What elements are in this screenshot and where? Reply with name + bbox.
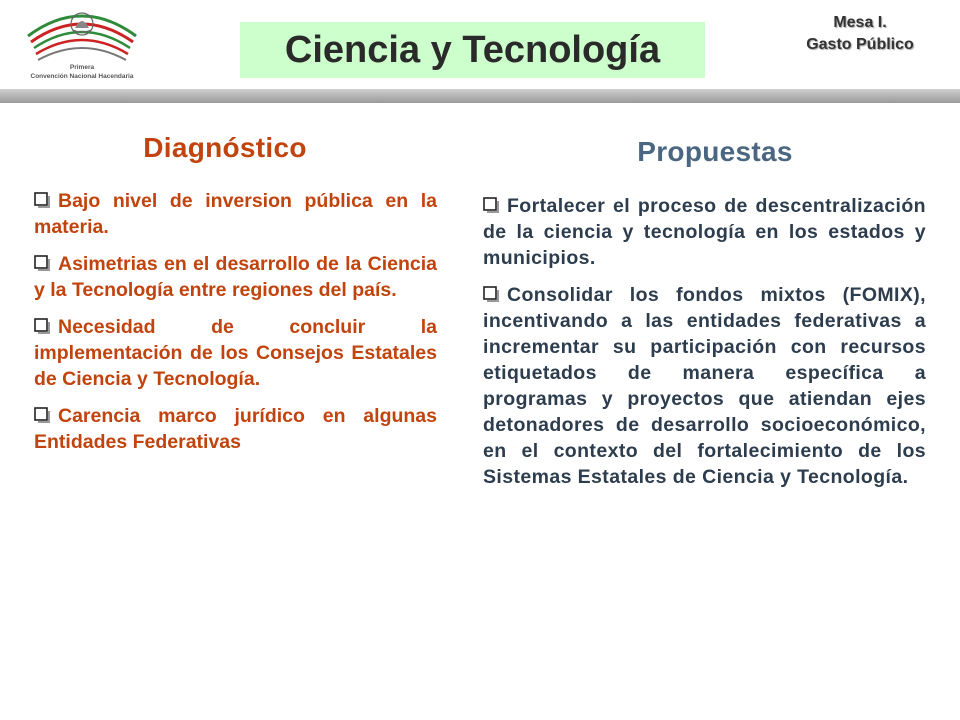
section-label xyxy=(760,12,960,56)
propuestas-item-text: Consolidar los fondos mixtos (FOMIX), incentivando a las entidades federativas a incrementar su participación con recursos etiquetados de manera específica a programas y proyectos que atiendan ejes detonadores de desarrollo socioeconómico, en el contexto del fortalecimiento de los Sistemas Estatales de Ciencia y Tecnología. xyxy=(483,284,926,488)
mesa-topic: Gasto Público xyxy=(806,36,914,53)
eagle-emblem-icon xyxy=(22,6,142,64)
diagnostico-heading: Diagnóstico xyxy=(143,132,307,163)
diagnostico-item-text: Bajo nivel de inversion pública en la materia. xyxy=(34,190,437,238)
propuestas-list xyxy=(483,193,926,501)
checkbox-square-icon xyxy=(34,407,50,423)
mesa-number: Mesa I. xyxy=(833,14,887,31)
propuestas-item-text: Fortalecer el proceso de descentralización de la ciencia y tecnología en los estados y municipios. xyxy=(483,195,926,269)
diagnostico-item-text: Asimetrias en el desarrollo de la Ciencia y la Tecnología entre regiones del país. xyxy=(34,253,437,301)
logo-caption-line2: Convención Nacional Hacendaria xyxy=(30,73,134,80)
propuestas-heading: Propuestas xyxy=(637,136,793,167)
checkbox-square-icon xyxy=(483,197,499,213)
propuestas-item xyxy=(483,193,926,271)
propuestas-item xyxy=(483,282,926,490)
diagnostico-item xyxy=(34,251,437,303)
convention-logo xyxy=(22,6,142,84)
header-divider-bar xyxy=(0,89,960,103)
checkbox-square-icon xyxy=(483,286,499,302)
diagnostico-item xyxy=(34,188,437,240)
diagnostico-item-text: Carencia marco jurídico en algunas Entidades Federativas xyxy=(34,405,437,453)
checkbox-square-icon xyxy=(34,192,50,208)
checkbox-square-icon xyxy=(34,255,50,271)
diagnostico-item xyxy=(34,314,437,392)
diagnostico-item xyxy=(34,403,437,455)
logo-caption-line1: Primera xyxy=(69,64,95,71)
page-title: Ciencia y Tecnología xyxy=(240,22,705,78)
diagnostico-item-text: Necesidad de concluir la implementación de los Consejos Estatales de Ciencia y Tecnología. xyxy=(34,316,437,390)
checkbox-square-icon xyxy=(34,318,50,334)
diagnostico-list xyxy=(34,188,437,466)
